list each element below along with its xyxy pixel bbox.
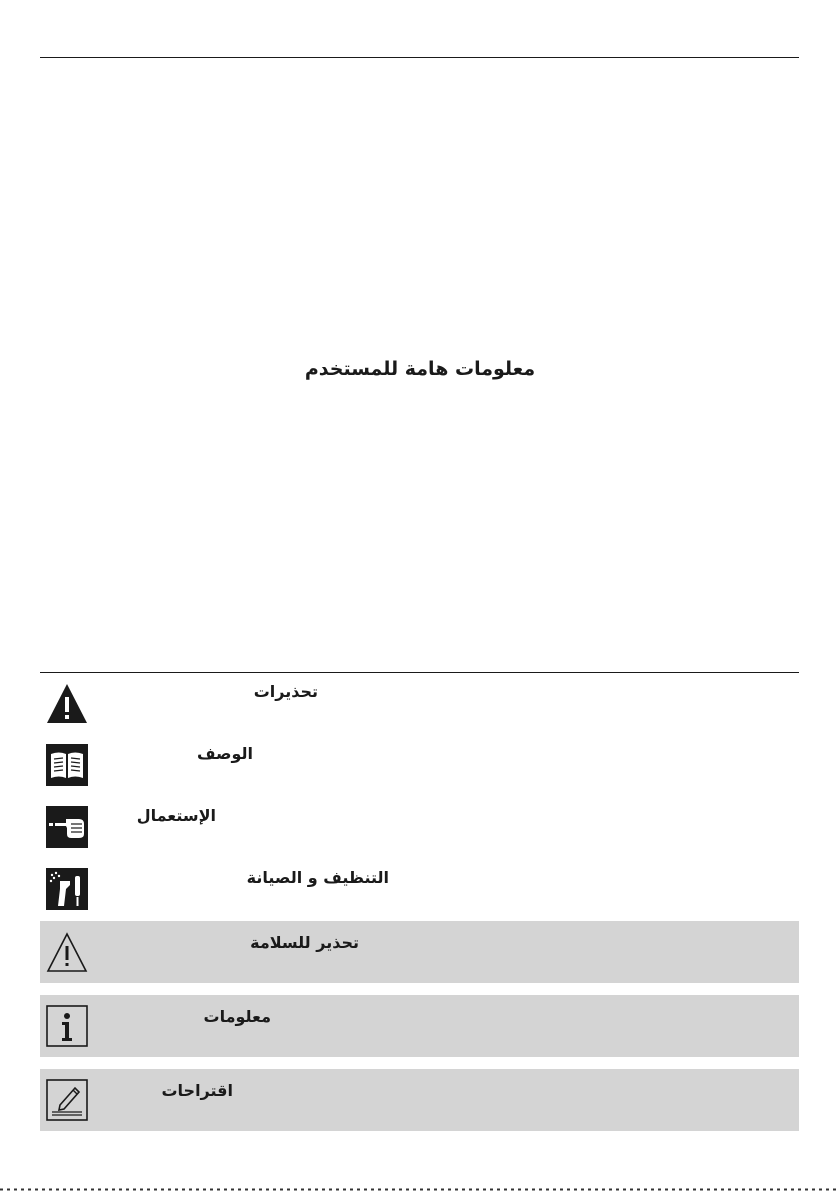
legend-label: تحذير للسلامة [250,933,359,952]
legend-item-usage [40,804,799,852]
legend-item-warnings [40,680,799,728]
warning-triangle-icon [46,682,88,724]
legend-item-information [40,995,799,1057]
section-divider [40,672,799,673]
page-title: معلومات هامة للمستخدم [304,358,536,380]
cleaning-maintenance-icon [46,868,88,910]
legend-item-cleaning [40,866,799,914]
legend-item-safety-warning [40,921,799,983]
safety-warning-icon [46,931,88,973]
legend-item-suggestions [40,1069,799,1131]
top-divider [40,57,799,58]
info-icon [46,1005,88,1047]
bottom-scan-border [0,1187,840,1192]
legend-item-description [40,742,799,790]
legend-label: تحذيرات [253,682,318,701]
legend-label: الوصف [196,744,253,763]
book-description-icon [46,744,88,786]
legend-label: معلومات [203,1007,271,1026]
hand-usage-icon [46,806,88,848]
legend-label: الإستعمال [136,806,216,825]
legend-label: التنظيف و الصيانة [246,868,389,887]
legend-label: اقتراحات [161,1081,233,1100]
pencil-suggestions-icon [46,1079,88,1121]
